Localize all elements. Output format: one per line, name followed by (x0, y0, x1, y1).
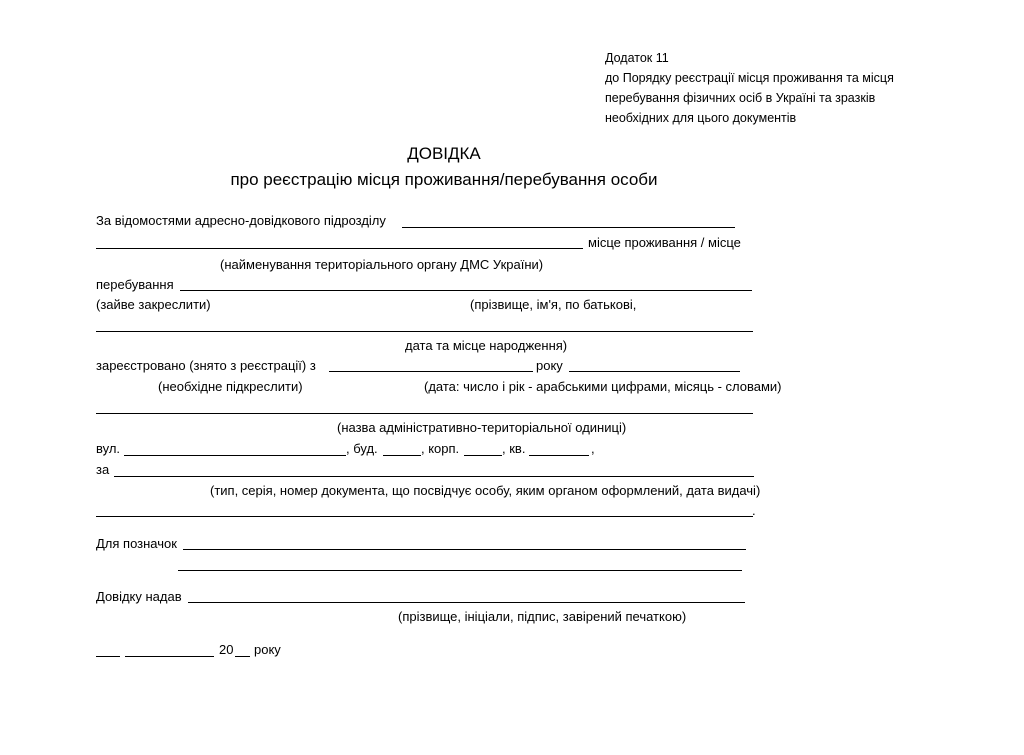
territorial-body-hint: (найменування територіального органу ДМС України) (220, 257, 544, 272)
appendix-line-2: до Порядку реєстрації місця проживання та місця (605, 71, 894, 85)
signature-hint: (прізвище, ініціали, підпис, завірений печаткою) (398, 609, 687, 624)
notes-field[interactable] (183, 549, 746, 550)
address-unit-field[interactable] (402, 227, 735, 228)
building-field[interactable] (383, 455, 421, 456)
year-prefix: 20 (219, 642, 234, 657)
stay-label: перебування (96, 277, 174, 292)
issuer-field[interactable] (188, 602, 745, 603)
street-field[interactable] (124, 455, 346, 456)
year-label: року (536, 358, 563, 373)
appendix-block (605, 48, 894, 128)
appendix-line-4: необхідних для цього документів (605, 111, 797, 125)
issued-label: Довідку надав (96, 589, 182, 604)
apartment-label: , кв. (502, 441, 526, 456)
name-hint: (прізвище, ім'я, по батькові, (470, 297, 637, 312)
underline-hint: (необхідне підкреслити) (158, 379, 303, 394)
place-label: місце проживання / місце (588, 235, 741, 250)
birth-hint: дата та місце народження) (405, 338, 568, 353)
by-label: за (96, 462, 110, 477)
document-field-continued[interactable] (96, 516, 753, 517)
document-field[interactable] (114, 476, 754, 477)
apartment-field[interactable] (529, 455, 589, 456)
notes-field-continued[interactable] (178, 570, 742, 571)
appendix-line-1: Додаток 11 (605, 51, 669, 65)
day-field[interactable] (96, 656, 120, 657)
month-field[interactable] (125, 656, 214, 657)
notes-label: Для позначок (96, 536, 177, 551)
address-comma: , (591, 441, 595, 456)
building-label: , буд. (346, 441, 378, 456)
territorial-body-field[interactable] (96, 248, 583, 249)
address-unit-label: За відомостями адресно-довідкового підрозділу (96, 213, 386, 228)
registered-label: зареєстровано (знято з реєстрації) з (96, 358, 316, 373)
document-title: ДОВІДКА (407, 144, 481, 163)
street-label: вул. (96, 441, 121, 456)
strike-hint: (зайве закреслити) (96, 297, 211, 312)
full-name-field[interactable] (180, 290, 752, 291)
block-field[interactable] (464, 455, 502, 456)
document-subtitle: про реєстрацію місця проживання/перебування особи (230, 170, 658, 189)
document-period: . (752, 503, 756, 518)
year-field[interactable] (235, 656, 250, 657)
document-hint: (тип, серія, номер документа, що посвідчує особу, яким органом оформлений, дата видачі) (210, 483, 761, 498)
registration-date-field[interactable] (329, 371, 533, 372)
block-label: , корп. (421, 441, 460, 456)
registration-year-field[interactable] (569, 371, 740, 372)
admin-unit-hint: (назва адміністративно-територіальної одиниці) (337, 420, 627, 435)
admin-unit-field[interactable] (96, 413, 753, 414)
year-suffix: року (254, 642, 281, 657)
appendix-line-3: перебування фізичних осіб в Україні та зразків (605, 91, 876, 105)
birth-data-field[interactable] (96, 331, 753, 332)
date-hint: (дата: число і рік - арабськими цифрами, місяць - словами) (424, 379, 782, 394)
